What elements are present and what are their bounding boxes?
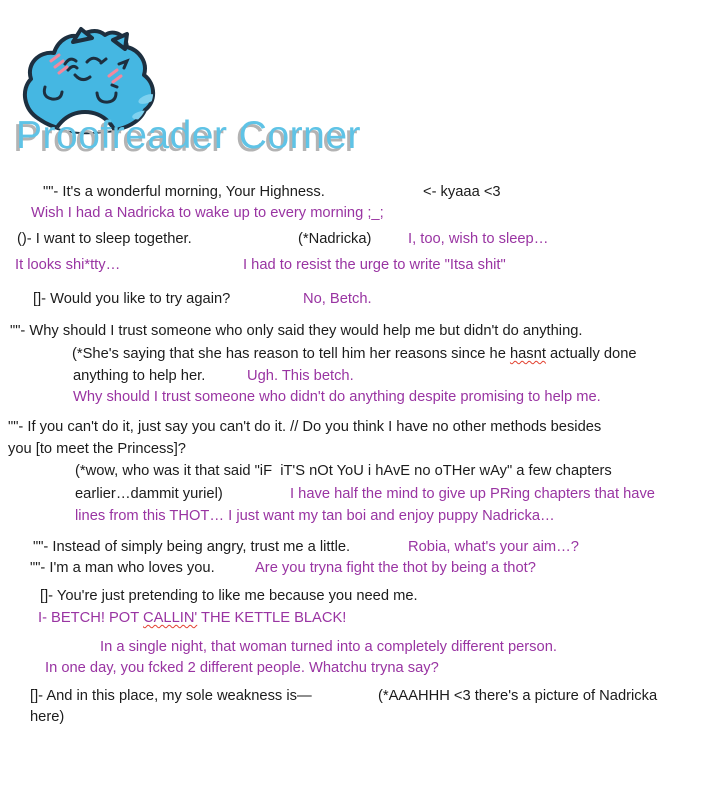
text-line [0,182,720,202]
text-segment: ""- If you can't do it, just say you can't do it. // Do you think I have no other methods besides [8,419,602,435]
text-segment: Robia, what's your aim…? [408,539,579,555]
text-segment: In one day, you fcked 2 different people. Whatchu tryna say? [45,660,439,676]
misspelled-word: hasnt [509,346,546,362]
text-line [0,506,720,526]
text-segment: ""- I'm a man who loves you. [30,560,215,576]
text-line [0,203,720,223]
text-part: THE KETTLE BLACK! [197,610,347,626]
text-segment: anything to help her. [73,368,206,384]
text-part: (*She's saying that she has reason to tell him her reasons since he [72,346,510,362]
text-segment: (*wow, who was it that said "iF iT'S nOt YoU i hAvE no oTHer wAy" a few chapters [75,463,612,479]
text-line [0,537,720,557]
text-segment: Why should I trust someone who didn't do anything despite promising to help me. [73,389,601,405]
text-segment: earlier…dammit yuriel) [75,486,223,502]
text-segment: lines from this THOT… I just want my tan boi and enjoy puppy Nadricka… [75,508,555,524]
misspelled-word: CALLIN' [143,610,198,626]
text-line [0,686,720,706]
text-line [0,658,720,678]
text-segment: []- And in this place, my sole weakness is— [30,688,312,704]
text-line [0,417,720,437]
text-line [0,608,720,628]
text-line [0,255,720,275]
text-segment: <- kyaaa <3 [423,184,501,200]
text-segment: It looks shi*tty… [15,257,121,273]
text-line [0,321,720,341]
text-line [0,461,720,481]
text-segment: []- Would you like to try again? [33,291,231,307]
text-part: actually done [545,346,637,362]
text-segment: I, too, wish to sleep… [408,231,549,247]
text-segment: Are you tryna fight the thot by being a thot? [255,560,536,576]
text-segment: Ugh. This betch. [247,368,354,384]
text-segment: I have half the mind to give up PRing chapters that have [290,486,655,502]
text-segment: I had to resist the urge to write "Itsa shit" [243,257,506,273]
text-segment: []- You're just pretending to like me because you need me. [40,588,418,604]
text-line [0,366,720,386]
text-line [0,484,720,504]
text-segment [72,344,637,364]
text-line [0,586,720,606]
text-segment: you [to meet the Princess]? [8,441,186,457]
text-segment: ""- Why should I trust someone who only said they would help me but didn't do anything. [10,323,583,339]
text-segment: (*Nadricka) [298,231,372,247]
text-line [0,344,720,364]
text-part: I- BETCH! POT [38,610,143,626]
text-line [0,289,720,309]
text-line [0,439,720,459]
text-segment: here) [30,709,65,725]
text-line [0,558,720,578]
text-segment: (*AAAHHH <3 there's a picture of Nadricka [378,688,658,704]
text-line [0,707,720,727]
text-line [0,387,720,407]
text-line [0,229,720,249]
text-segment [38,608,346,628]
text-segment: In a single night, that woman turned into a completely different person. [100,639,557,655]
text-segment: ""- Instead of simply being angry, trust me a little. [33,539,351,555]
text-segment: ""- It's a wonderful morning, Your Highness. [43,184,325,200]
text-line [0,637,720,657]
text-segment: ()- I want to sleep together. [17,231,192,247]
page-title: Proofreader Corner [16,114,361,157]
text-segment: No, Betch. [303,291,372,307]
text-segment: Wish I had a Nadricka to wake up to every morning ;_; [31,205,384,221]
